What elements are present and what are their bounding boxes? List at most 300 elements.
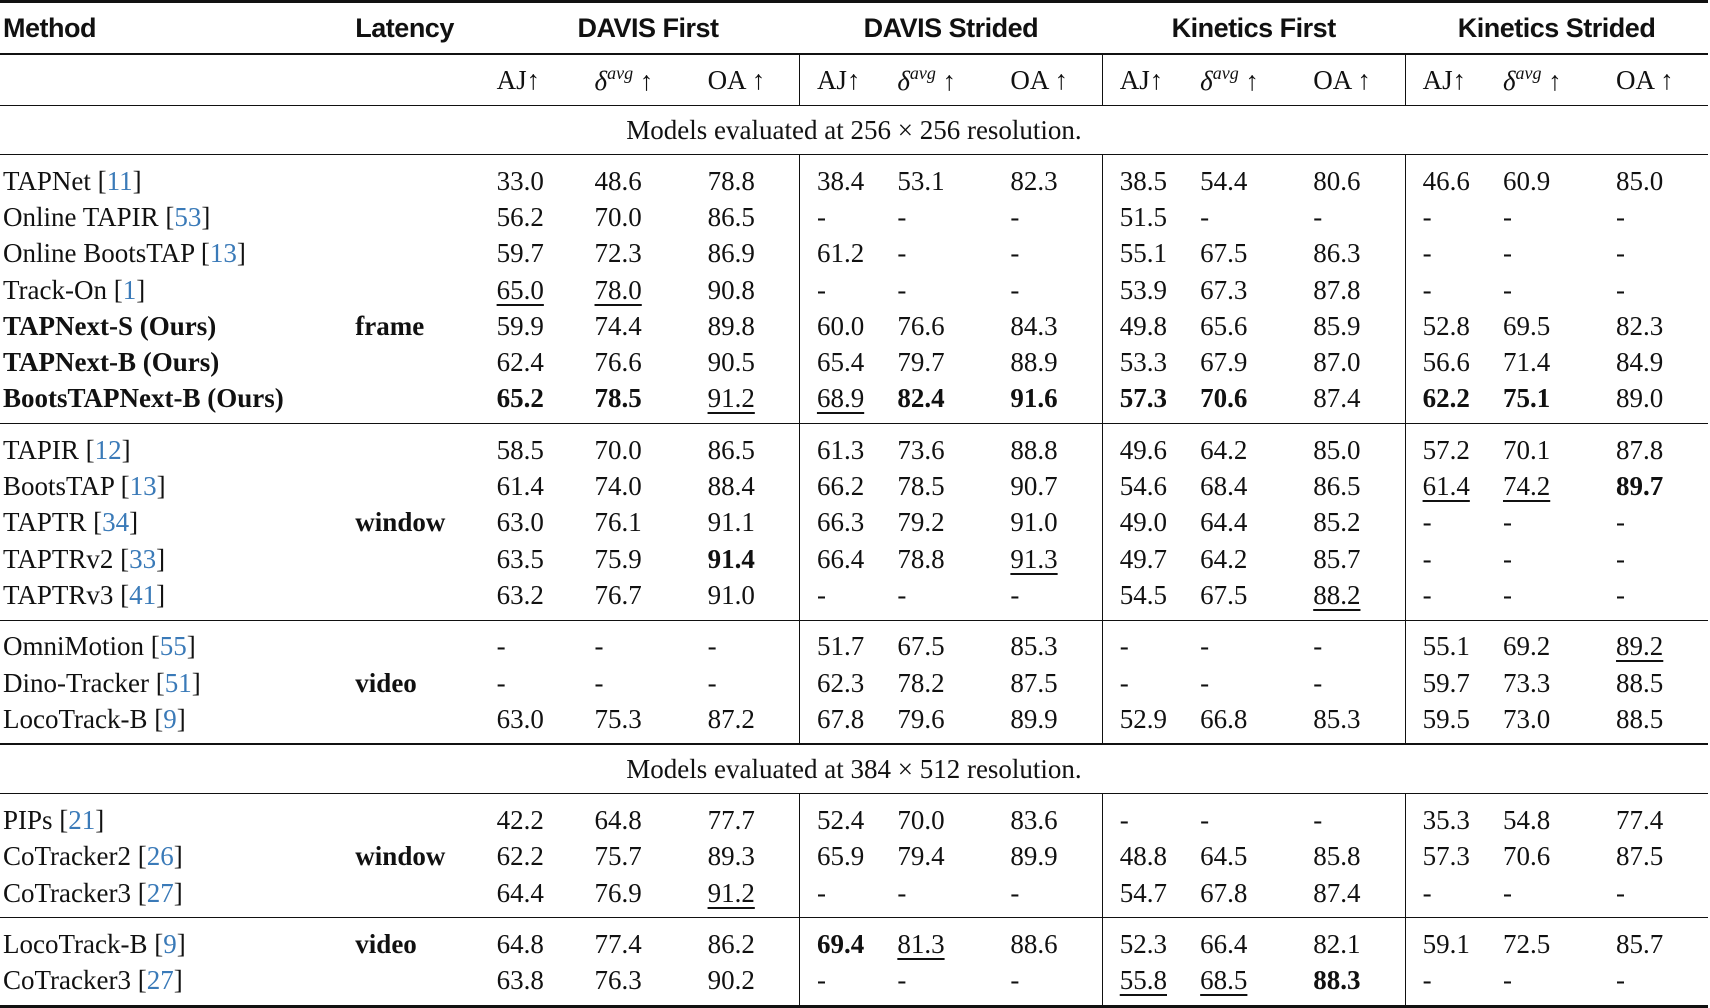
citation-link[interactable]: 9	[163, 703, 177, 734]
method-label: CoTracker3	[3, 877, 131, 908]
metric-value-text: 91.6	[1010, 383, 1058, 414]
metric-value-text: 90.5	[707, 347, 755, 378]
metric-value	[1313, 794, 1405, 839]
metric-value-text: 38.5	[1119, 165, 1167, 196]
metric-value-text: 70.1	[1502, 434, 1551, 465]
metric-value-text: 77.7	[707, 805, 755, 836]
metric-value-text: 52.8	[1422, 310, 1470, 341]
metric-value-text: 89.7	[1616, 471, 1664, 502]
metric-value	[1102, 620, 1200, 665]
metric-value	[1010, 468, 1102, 504]
latency-label	[355, 199, 496, 235]
metric-value	[497, 918, 595, 963]
metric-value-text: 88.4	[707, 471, 755, 502]
metric-value-text: 59.7	[496, 238, 544, 269]
metric-value	[595, 839, 708, 875]
metric-value	[1503, 963, 1616, 1007]
metric-value	[595, 505, 708, 541]
metric-value	[595, 199, 708, 235]
metric-value-text: 72.5	[1502, 928, 1551, 959]
metric-header-oa	[1313, 54, 1405, 106]
metric-value	[799, 308, 897, 344]
metric-value	[708, 468, 800, 504]
metric-value	[1200, 541, 1313, 577]
metric-value	[1200, 505, 1313, 541]
metric-value-text: 75.3	[594, 703, 642, 734]
metric-value	[897, 839, 1010, 875]
metric-value-text: -	[1313, 201, 1323, 232]
metric-value-text: 86.5	[1313, 471, 1361, 502]
metric-value	[799, 155, 897, 200]
metric-value	[1616, 541, 1708, 577]
metric-value-text: -	[1422, 877, 1432, 908]
metric-header-aj	[799, 54, 897, 106]
metric-value	[1010, 701, 1102, 744]
metric-value	[799, 505, 897, 541]
metric-value	[1503, 918, 1616, 963]
metric-value	[897, 199, 1010, 235]
citation-link[interactable]: 9	[163, 928, 177, 959]
metric-value-text: 69.4	[816, 928, 865, 959]
metric-value	[1102, 505, 1200, 541]
header-row-metrics	[0, 54, 1708, 106]
metric-value-text: 56.6	[1422, 347, 1470, 378]
metric-value	[897, 620, 1010, 665]
table-row	[0, 155, 1708, 200]
method-name	[0, 308, 355, 344]
metric-value	[1405, 272, 1503, 308]
metric-value-text: 83.6	[1010, 805, 1058, 836]
metric-value-text: 70.6	[1502, 841, 1551, 872]
latency-label	[355, 344, 496, 380]
citation-link[interactable]: 51	[164, 667, 192, 698]
metric-value-text: 68.9	[816, 383, 865, 414]
metric-value	[1010, 665, 1102, 701]
metric-value-text: 85.0	[1616, 165, 1664, 196]
metric-value-text: -	[1616, 507, 1626, 538]
metric-value	[1010, 794, 1102, 839]
metric-value	[1616, 468, 1708, 504]
metric-value-text: 55.1	[1119, 238, 1167, 269]
metric-value-text: 91.1	[707, 507, 755, 538]
metric-value	[1616, 839, 1708, 875]
citation-link[interactable]: 34	[102, 507, 130, 538]
metric-value	[1200, 577, 1313, 620]
metric-value	[799, 199, 897, 235]
metric-value-text: 57.3	[1422, 841, 1470, 872]
method-label: TAPNet	[3, 165, 91, 196]
metric-value	[595, 620, 708, 665]
metric-value	[595, 918, 708, 963]
metric-value	[799, 839, 897, 875]
metric-value-text: 76.6	[594, 347, 642, 378]
metric-value	[1405, 344, 1503, 380]
latency-label	[355, 794, 496, 839]
metric-value-text: 72.3	[594, 238, 642, 269]
metric-value-text: 73.3	[1502, 667, 1551, 698]
metric-value	[1405, 701, 1503, 744]
table-row	[0, 577, 1708, 620]
metric-header-aj	[497, 54, 595, 106]
latency-label	[355, 424, 496, 469]
citation-link[interactable]: 1	[122, 274, 137, 305]
metric-value-text: 53.9	[1119, 274, 1167, 305]
metric-value-text: 67.8	[816, 703, 865, 734]
metric-value-text: 87.4	[1313, 383, 1361, 414]
column-header-method: Method	[3, 12, 96, 43]
metric-value	[1503, 794, 1616, 839]
metric-value-text: 66.3	[816, 507, 865, 538]
empty-cell	[0, 54, 355, 106]
method-label: BootsTAPNext-B (Ours)	[3, 383, 284, 414]
metric-value-text: 61.4	[1422, 471, 1470, 502]
metric-value-text: 57.3	[1119, 383, 1167, 414]
column-group-davis-first: DAVIS First	[577, 12, 719, 43]
citation-link[interactable]: 33	[129, 543, 157, 574]
metric-value-text: -	[1616, 579, 1626, 610]
metric-value-text: 62.3	[816, 667, 865, 698]
latency-label: video	[355, 667, 417, 698]
metric-value	[595, 875, 708, 918]
metric-value	[595, 577, 708, 620]
metric-value-text: 85.7	[1313, 543, 1361, 574]
metric-value-text: -	[1010, 238, 1020, 269]
metric-value-text: 85.9	[1313, 310, 1361, 341]
metric-value	[595, 272, 708, 308]
metric-value	[1405, 424, 1503, 469]
metric-value-text: 62.2	[1422, 383, 1470, 414]
metric-value	[497, 620, 595, 665]
metric-value	[1616, 155, 1708, 200]
table-row	[0, 541, 1708, 577]
metric-value	[897, 236, 1010, 272]
citation-link[interactable]: 21	[68, 805, 96, 836]
metric-value-text: 59.9	[496, 310, 544, 341]
section-caption: Models evaluated at 384 × 512 resolution.	[626, 753, 1082, 784]
metric-value	[1503, 468, 1616, 504]
metric-header-delta-avg	[595, 54, 708, 106]
citation-link[interactable]: 11	[106, 165, 133, 196]
metric-value-text: 58.5	[496, 434, 544, 465]
metric-value-text: -	[594, 631, 604, 662]
method-name: Online BootsTAP [13]	[3, 238, 246, 269]
table-row	[0, 918, 1708, 963]
metric-value-text: 87.0	[1313, 347, 1361, 378]
metric-value-text: 89.2	[1616, 631, 1664, 662]
metric-value	[1200, 424, 1313, 469]
metric-label: δ	[897, 66, 910, 96]
metric-value-text: 62.4	[496, 347, 544, 378]
latency-label	[355, 468, 496, 504]
metric-value-text: 76.6	[897, 310, 945, 341]
metric-value	[497, 272, 595, 308]
metric-header-oa	[708, 54, 800, 106]
metric-value-text: 75.1	[1502, 383, 1551, 414]
method-label: PIPs	[3, 805, 53, 836]
method-name: TAPTR [34]	[3, 507, 139, 538]
metric-value-text: 61.4	[496, 471, 544, 502]
latency-label	[355, 155, 496, 200]
metric-value-text: 85.3	[1313, 703, 1361, 734]
metric-value	[1616, 236, 1708, 272]
metric-value	[595, 308, 708, 344]
method-name: TAPIR [12]	[3, 434, 131, 465]
metric-value	[1102, 839, 1200, 875]
metric-value-text: 65.2	[496, 383, 544, 414]
latency-label: frame	[355, 310, 425, 341]
method-label: TAPNext-B (Ours)	[3, 347, 220, 378]
metric-value	[708, 577, 800, 620]
metric-label: δ	[1502, 66, 1516, 96]
metric-value	[1405, 308, 1503, 344]
metric-value	[1616, 794, 1708, 839]
metric-value-text: 65.6	[1200, 310, 1248, 341]
metric-label: AJ	[496, 64, 527, 95]
metric-value-text: 85.0	[1313, 434, 1361, 465]
citation-link[interactable]: 27	[146, 965, 174, 996]
metric-value-text: 78.8	[707, 165, 755, 196]
metric-value	[497, 199, 595, 235]
metric-value	[595, 963, 708, 1007]
metric-value	[799, 468, 897, 504]
metric-value-text: -	[1010, 965, 1020, 996]
metric-value-text: 64.4	[1200, 507, 1248, 538]
metric-value-text: -	[897, 201, 907, 232]
metric-value-text: -	[496, 667, 506, 698]
metric-value	[497, 505, 595, 541]
metric-value	[799, 424, 897, 469]
metric-value	[799, 918, 897, 963]
metric-value	[799, 875, 897, 918]
metric-value	[1503, 577, 1616, 620]
metric-value	[497, 875, 595, 918]
table-row	[0, 272, 1708, 308]
metric-value	[1616, 963, 1708, 1007]
metric-value	[799, 344, 897, 380]
citation-link[interactable]: 12	[94, 434, 122, 465]
arrow-up-icon: ↑	[1047, 64, 1069, 95]
table-row	[0, 665, 1708, 701]
metric-value	[1405, 199, 1503, 235]
table-row	[0, 794, 1708, 839]
metric-value-text: -	[1313, 805, 1323, 836]
metric-value	[497, 665, 595, 701]
metric-value	[497, 577, 595, 620]
table-row	[0, 701, 1708, 744]
table-row	[0, 839, 1708, 875]
metric-value	[1616, 308, 1708, 344]
metric-value-text: 82.3	[1616, 310, 1664, 341]
citation-link[interactable]: 55	[159, 631, 187, 662]
metric-value	[1102, 155, 1200, 200]
citation-link[interactable]: 26	[146, 841, 174, 872]
metric-value-text: 89.9	[1010, 841, 1058, 872]
metric-value	[799, 794, 897, 839]
table-row	[0, 236, 1708, 272]
metric-value-text: 89.3	[707, 841, 755, 872]
metric-value-text: 63.2	[496, 579, 544, 610]
metric-value-text: 60.0	[816, 310, 865, 341]
metric-value	[1102, 541, 1200, 577]
metric-label: OA	[707, 64, 746, 95]
metric-value-text: 64.2	[1200, 434, 1248, 465]
metric-value	[897, 272, 1010, 308]
metric-header-oa	[1616, 54, 1708, 106]
metric-value	[708, 541, 800, 577]
metric-value	[1102, 918, 1200, 963]
metric-label: OA	[1010, 64, 1048, 95]
metric-superscript: avg	[607, 63, 634, 83]
metric-value-text: 84.3	[1010, 310, 1058, 341]
method-label: Dino-Tracker	[3, 667, 149, 698]
metric-value	[708, 794, 800, 839]
metric-value	[708, 381, 800, 424]
metric-value-text: 70.0	[594, 434, 642, 465]
metric-value-text: 85.3	[1010, 631, 1058, 662]
method-name: BootsTAP [13]	[3, 471, 166, 502]
metric-value	[897, 308, 1010, 344]
metric-value	[1405, 963, 1503, 1007]
metric-value	[1405, 794, 1503, 839]
metric-value-text: 69.5	[1502, 310, 1551, 341]
method-name: Dino-Tracker [51]	[3, 667, 201, 698]
metric-value	[1010, 620, 1102, 665]
metric-value-text: 52.3	[1119, 928, 1167, 959]
metric-value	[1405, 875, 1503, 918]
metric-value-text: 67.9	[1200, 347, 1248, 378]
metric-value	[1503, 155, 1616, 200]
metric-value-text: 59.5	[1422, 703, 1470, 734]
metric-value	[897, 577, 1010, 620]
arrow-up-icon: ↑	[1149, 64, 1164, 95]
metric-value-text: 64.4	[496, 877, 544, 908]
citation-link[interactable]: 41	[129, 579, 157, 610]
metric-value	[1405, 665, 1503, 701]
metric-superscript: avg	[1515, 63, 1542, 83]
metric-value	[1200, 839, 1313, 875]
metric-value-text: -	[1119, 667, 1129, 698]
metric-value	[1200, 236, 1313, 272]
metric-value-text: 85.8	[1313, 841, 1361, 872]
metric-value	[1405, 918, 1503, 963]
metric-value-text: -	[897, 877, 907, 908]
metric-value	[1313, 424, 1405, 469]
metric-value-text: 86.9	[707, 238, 755, 269]
metric-value	[708, 918, 800, 963]
metric-value-text: 59.1	[1422, 928, 1470, 959]
metric-value	[595, 701, 708, 744]
column-group-davis-strided: DAVIS Strided	[863, 12, 1039, 43]
metric-value	[1102, 308, 1200, 344]
metric-value-text: 79.4	[897, 841, 945, 872]
metric-value-text: 70.0	[594, 201, 642, 232]
metric-value-text: 91.2	[707, 383, 755, 414]
metric-value-text: 78.8	[897, 543, 945, 574]
citation-link[interactable]: 27	[146, 877, 174, 908]
table-row	[0, 875, 1708, 918]
metric-value-text: -	[1616, 238, 1626, 269]
metric-value-text: 78.0	[594, 274, 642, 305]
metric-value-text: -	[1313, 667, 1323, 698]
metric-value	[1200, 272, 1313, 308]
metric-value-text: 57.2	[1422, 434, 1470, 465]
metric-value	[595, 381, 708, 424]
method-label: TAPTRv2	[3, 543, 114, 574]
metric-value-text: 54.6	[1119, 471, 1167, 502]
latency-label	[355, 701, 496, 744]
metric-value	[1010, 272, 1102, 308]
metric-label: AJ	[816, 64, 847, 95]
method-name: TAPTRv3 [41]	[3, 579, 166, 610]
metric-header-aj	[1102, 54, 1200, 106]
metric-value	[595, 468, 708, 504]
method-label: CoTracker2	[3, 841, 131, 872]
method-label: TAPTRv3	[3, 579, 114, 610]
metric-value-text: 91.2	[707, 877, 755, 908]
metric-value	[1200, 155, 1313, 200]
metric-value	[1200, 963, 1313, 1007]
metric-value	[1200, 794, 1313, 839]
metric-value-text: -	[1502, 201, 1512, 232]
metric-value	[1313, 344, 1405, 380]
metric-value	[1503, 875, 1616, 918]
metric-value	[799, 963, 897, 1007]
metric-value-text: -	[1422, 238, 1432, 269]
metric-value	[1313, 839, 1405, 875]
metric-value	[497, 236, 595, 272]
metric-value-text: 48.6	[594, 165, 642, 196]
metric-value	[1313, 577, 1405, 620]
metric-value-text: 61.3	[816, 434, 865, 465]
metric-value	[799, 381, 897, 424]
citation-link[interactable]: 13	[129, 471, 157, 502]
metric-value	[1503, 272, 1616, 308]
metric-value-text: 91.0	[707, 579, 755, 610]
metric-value-text: -	[1010, 877, 1020, 908]
metric-value-text: -	[1502, 579, 1512, 610]
metric-value	[1503, 620, 1616, 665]
metric-value	[1200, 875, 1313, 918]
metric-value	[708, 199, 800, 235]
metric-value-text: 64.8	[496, 928, 544, 959]
metric-value-text: 46.6	[1422, 165, 1470, 196]
metric-value	[497, 155, 595, 200]
table-row	[0, 199, 1708, 235]
method-name: Track-On [1]	[3, 274, 146, 305]
metric-value-text: -	[1502, 965, 1512, 996]
metric-value	[1010, 577, 1102, 620]
metric-value-text: 61.2	[816, 238, 865, 269]
metric-value-text: 86.5	[707, 434, 755, 465]
metric-value-text: 86.2	[707, 928, 755, 959]
table-row	[0, 381, 1708, 424]
metric-value-text: -	[1422, 579, 1432, 610]
metric-value-text: -	[816, 579, 826, 610]
metric-value-text: -	[707, 631, 717, 662]
metric-value-text: -	[1502, 274, 1512, 305]
metric-value-text: -	[1616, 201, 1626, 232]
metric-value-text: 74.4	[594, 310, 642, 341]
metric-value-text: -	[1422, 201, 1432, 232]
metric-value-text: -	[1010, 579, 1020, 610]
empty-cell	[355, 54, 496, 106]
metric-value	[497, 963, 595, 1007]
citation-link[interactable]: 53	[174, 201, 202, 232]
citation-link[interactable]: 13	[209, 238, 237, 269]
metric-value-text: 76.3	[594, 965, 642, 996]
arrow-up-icon: ↑	[935, 66, 957, 96]
latency-label: video	[355, 928, 417, 959]
